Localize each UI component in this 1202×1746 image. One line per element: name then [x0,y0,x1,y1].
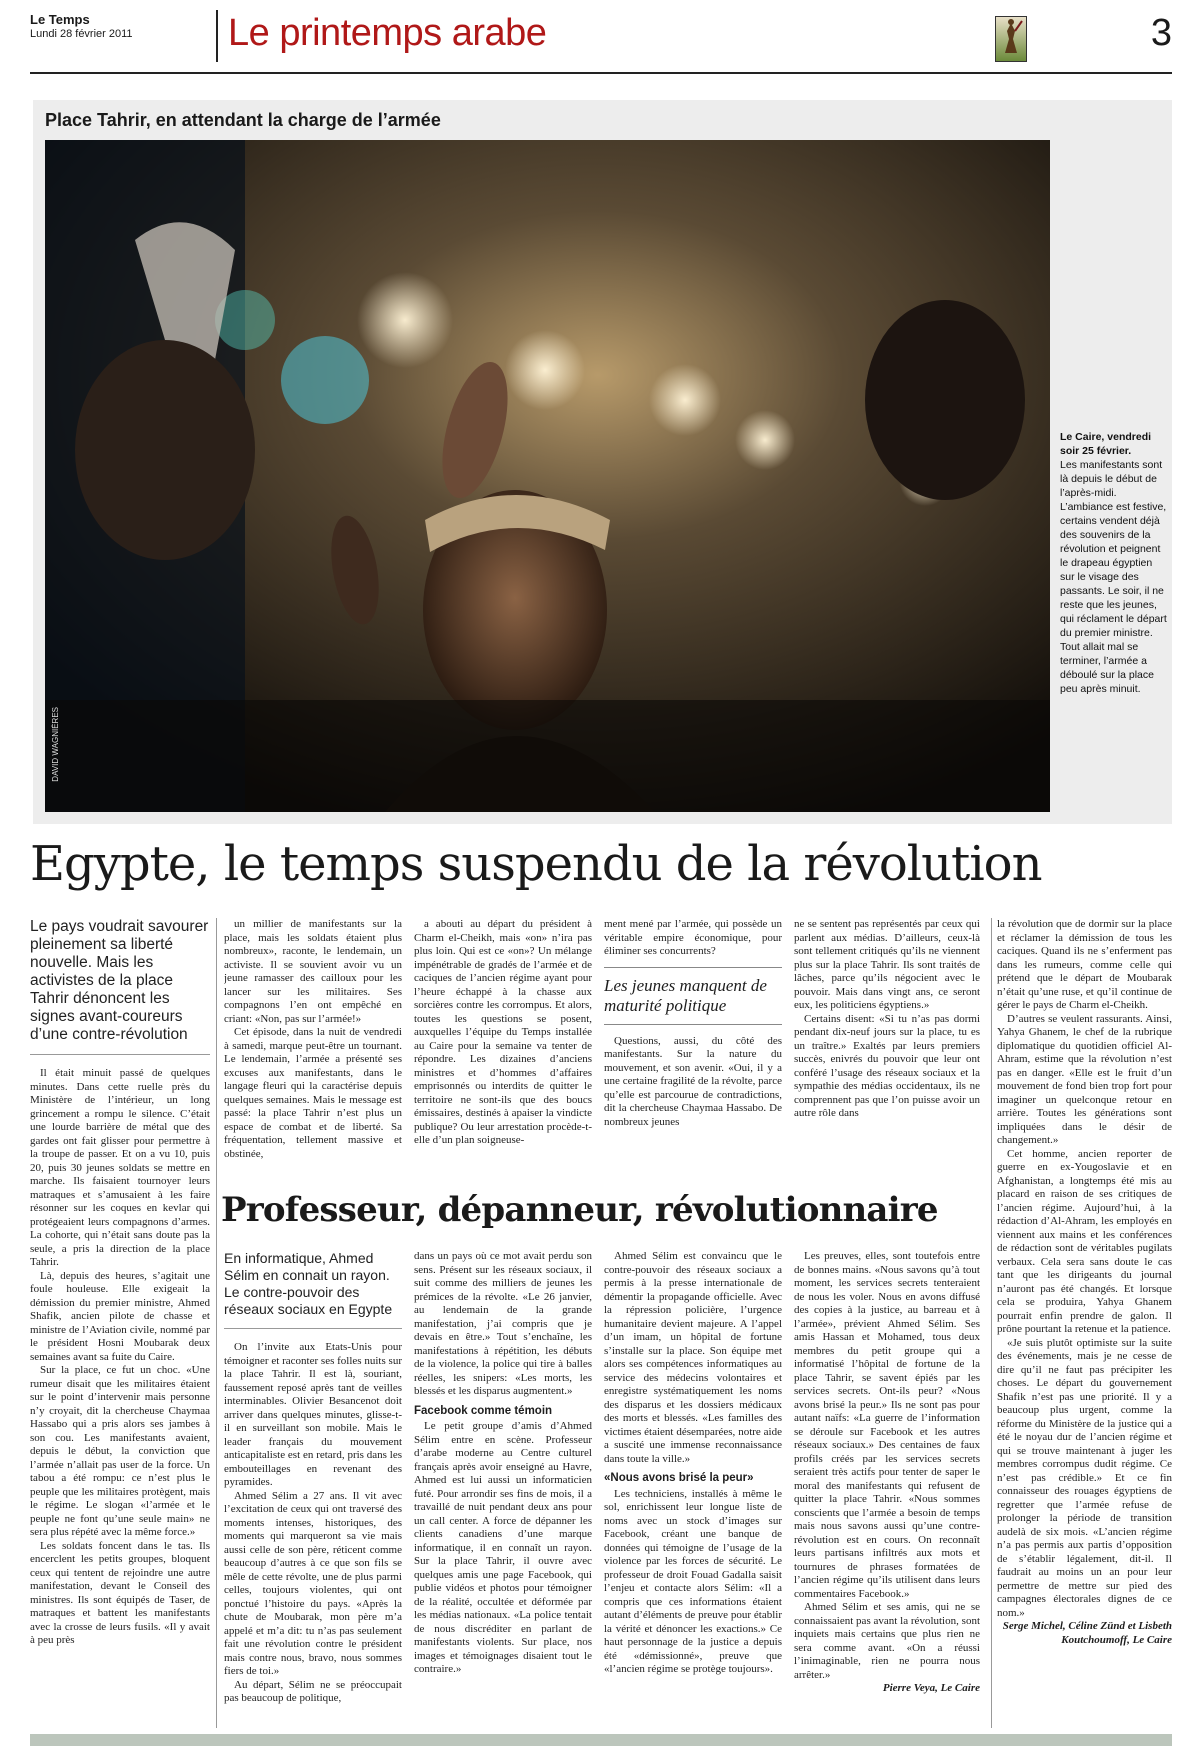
masthead [30,10,1172,74]
paragraph: Cet épisode, dans la nuit de vendredi à samedi, marque peut-être un tournant. Le lendemain, l’armée a présenté ses excuses aux manifestants, dans le langage fleuri qui la caractérise depuis quelques semaines. Mais le message est passé: la place Tahrir n’est plus un espace de combat et de liberté. Sa fréquentation, tellement massive et obstinée, [224,1026,402,1160]
article1-column-6 [997,918,1172,1730]
paragraph: Les soldats foncent dans le tas. Ils encerclent les petits groupes, bloquent ceux qui tentent de rejoindre une autre manifestation, devant le Conseil des ministres. Ils sont équipés de Taser, de matraques et battent les manifestants avec la crosse de leurs fusils. «Il y avait à peu près [30,1539,210,1646]
article1-column-2 [224,918,402,1180]
article2-title: Professeur, dépanneur, révolutionnaire [221,1190,938,1230]
section-title: Le printemps arabe [228,12,547,54]
article2-column-4 [794,1250,980,1730]
paragraph: Ahmed Sélim a 27 ans. Il vit avec l’excitation de ceux qui ont traversé des moments intenses, historiques, des moments qui marqueront sa vie mais aussi celle de son père, réticent comme beaucoup d’autres à ce que son fils se mêle de cette révolte, une de plus parmi celles, toujours violentes, qui ont ponctué l’histoire du pays. «Après la chute de Moubarak, mon père m’a appelé et m’a dit: tu n’as pas seulement fait une révolution contre le président mais contre nous, bravo, nous sommes fiers de toi.» [224,1489,402,1677]
subhead: «Nous avons brisé la peur» [604,1472,754,1484]
paragraph: Il était minuit passé de quelques minutes. Dans cette ruelle près du Ministère de l’intérieur, un long grincement a rompu le silence. C’était une lourde barrière de métal que des gardes ont fait glisser pour permettre à la troupe de passer. Et on a vu 10, puis 20, puis 30 jeunes soldats se mettre en marche. Ils faisaient tournoyer leurs matraques et s’amusaient à les faire résonner sur les coques en kevlar qui protégeaient leurs compagnons d’armes. La cohorte, qui n’était sans doute pas la seule, a pris la direction de la place Tahrir. [30,1067,210,1268]
paragraph: Ahmed Sélim et ses amis, qui ne se connaissaient pas avant la révolution, sont inquiets mais certains que plus rien ne sera comme avant. «On a réussi l’inimaginable, rien ne pourra nous arrêter.» [794,1601,980,1681]
paragraph: ment mené par l’armée, qui possède un véritable empire économique, pour éliminer ses concurrents? [604,918,782,957]
paragraph: Sur la place, ce fut un choc. «Une rumeur disait que les militaires étaient sur le point d’intervenir mais personne n’y croyait, dit la chercheuse Chaymaa Hassabo qui a pris alors ses jambes à son cou. Les manifestants avaient, depuis le début, la conviction que l’armée n’allait pas user de la force. Un tabou a été rompu: ce n’est plus le peuple que les militaires protègent, mais le régime. Le slogan «l’armée et le peuple ne font qu’une seule main» ne sera plus répété avec la même force.» [30,1364,210,1538]
paragraph: On l’invite aux Etats-Unis pour témoigner et raconter ses folles nuits sur la place Tahrir. Il est là, souriant, faussement reposé après tant de veilles interminables. Olivier Besancenot doit arriver dans quelques minutes, glisse-t-il en surveillant son mobile. Mais le leader français du mouvement anticapitaliste est en retard, pris dans les embouteillages en revenant des pyramides. [224,1341,402,1488]
header-divider [216,10,218,62]
article-title: Egypte, le temps suspendu de la révolution [30,836,1042,892]
article2-column-2 [414,1250,592,1730]
paragraph: a abouti au départ du président à Charm el-Cheikh, mais «on» n’ira pas plus loin. Qui est ce «on»? Un mélange impénétrable de gradés de l’armée et de caciques de l’ancien régime ayant pour l’heure échappé à la chasse aux sorcières contre les corrompus. Et alors, toutes les questions se posent, auxquelles l’équipe du Temps installée au Caire pour la semaine va tenter de répondre. Les dizaines d’anciens ministres et d’hommes d’affaires emprisonnés ou interdits de quitter le territoire ne sont-ils que des boucs émissaires, destinés à apaiser la vindicte publique? Ou leur arrestation procède-t-elle d’un plan soigneuse- [414,918,592,1146]
revolution-illustration-icon [995,16,1027,62]
paragraph: dans un pays où ce mot avait perdu son sens. Présent sur les réseaux sociaux, il suit comme des milliers de jeunes les prémices de la révolte. «Le 26 janvier, au lendemain de la grande manifestation, j’ai compris que je devais en être.» Tout s’enchaîne, les manifestations à répétition, les débuts de la violence, la police qui tire à balles réelles, les snipers: «Les morts, les blessés et les disparus augmentent.» [414,1250,592,1397]
paragraph: ne se sentent pas représentés par ceux qui parlent aux médias. D’ailleurs, ceux-là sont tellement critiqués qu’ils ne viennent plus sur la place Tahrir. Ils sont traités de lâches, parce qu’ils négocient avec le pouvoir. Mais dans vingt ans, ce seront eux, les politiciens égyptiens.» [794,918,980,1011]
paragraph: Cet homme, ancien reporter de guerre en ex-Yougoslavie et en Afghanistan, a longtemps été mis au placard en raison de ses critiques de l’ancien régime. Aujourd’hui, à la rédaction d’Al-Ahram, les employés en viennent aux mains et les conférences de rédaction sont de véritables pugilats verbaux. Cela sera sans doute le cas tant que les dirigeants du journal n’auront pas été changés. Et lorsque cela se produira, Yahya Ghanem pourrait enfin prendre de galon. Il prône pourtant la retenue et la patience. [997,1147,1172,1335]
paragraph: Questions, aussi, du côté des manifestants. Sur la nature du mouvement, et son avenir. «Oui, il y a une certaine fragilité de la révolte, parce qu’elle est parcourue de contradictions, dit la chercheuse Chaymaa Hassabo. De nombreux jeunes [604,1034,782,1128]
footer-strip [30,1734,1172,1746]
article1-column-4 [604,918,782,1180]
paper-name: Le Temps [30,12,90,27]
article2-lede: En informatique, Ahmed Sélim en connait un rayon. Le contre-pouvoir des réseaux sociaux en Egypte [224,1250,402,1329]
caption-location: Le Caire, vendredi soir 25 février. [1060,431,1152,457]
subhead: Facebook comme témoin [414,1404,553,1417]
paragraph: un millier de manifestants sur la place, mais les soldats étaient plus nombreux», raconte, le lendemain, un activiste. Il se souvient avoir vu un jeune ramasser des cailloux pour les lancer sur les militaires. Ses compagnons l’en ont empêché en criant: «Non, pas sur l’armée!» [224,918,402,1025]
paragraph: Au départ, Sélim ne se préoccupait pas beaucoup de politique, [224,1678,402,1704]
article2-column-1 [224,1250,402,1730]
photo-credit: DAVID WAGNIÈRES [51,707,60,782]
article1-signature: Serge Michel, Céline Zünd et Lisbeth Koutchoumoff, Le Caire [1002,1620,1172,1646]
paragraph: Certains disent: «Si tu n’as pas dormi pendant dix-neuf jours sur la place, tu es un traître.» Exaltés par leurs premiers succès, enivrés du pouvoir que leur ont conféré l’usage des réseaux sociaux et la sympathie des médias occidentaux, ils ne comprennent pas que l’on puisse avoir un autre rôle dans [794,1012,980,1119]
paragraph: Le petit groupe d’amis d’Ahmed Sélim entre en scène. Professeur d’arabe moderne au Centre culturel français après avoir enseigné au Havre, Ahmed est lui aussi un informaticien futé. Pour arrondir ses fins de mois, il a travaillé de nuit pendant deux ans pour un call center. A force de dépanner les clients canadiens d’une marque informatique, il en connaît un rayon. Sur la place Tahrir, il ouvre avec quelques amis une page Facebook, qui publie vidéos et photos pour témoigner de la réalité, occultée et déformée par les médias nationaux. «La police tentait de nous discréditer en parlant de manifestants violents. Sur place, nos images et témoignages disaient tout le contraire.» [414,1420,592,1675]
paragraph: Ahmed Sélim est convaincu que le contre-pouvoir des réseaux sociaux a permis à la presse internationale de démentir la propagande officielle. Avec la répression policière, l’urgence humanitaire devient majeure. A l’appel d’un imam, un hôpital de fortune s’installe sur la place. Son équipe met alors ses compétences informatiques au service des médecins volontaires et enregistre systématiquement les noms des disparus et les dossiers médicaux des morts et blessés. «Les familles des victimes étaient désemparées, notre aide a suscité une immense reconnaissance dans toute la ville.» [604,1250,782,1465]
photo-block [33,100,1172,824]
paragraph: Là, depuis des heures, s’agitait une foule houleuse. Elle exigeait la démission du premier ministre, Ahmed Shafik, ancien pilote de chasse et ministre de l’Aviation civile, nommé par le président Hosni Moubarak deux semaines avant sa fuite du Caire. [30,1269,210,1363]
paper-date: Lundi 28 février 2011 [30,28,133,40]
paragraph: la révolution que de dormir sur la place et réclamer la démission de tous les caciques. Quand ils ne s’enferment pas dans les rumeurs, comme celle qui prétend que le départ de Moubarak n’était qu’une ruse, et qu’il continue de gérer le pays de Charm el-Cheikh. [997,918,1172,1011]
paragraph: Les techniciens, installés à même le sol, enrichissent leur longue liste de noms avec un stock d’images sur Facebook, créant une banque de données qui témoigne de l’usage de la violence par les forces de sécurité. Le professeur de droit Fouad Gadalla saisit l’enjeu et contacte alors Sélim: «Il a compris que ces informations étaient autant d’éléments de preuve pour établir la vérité et dénoncer les exactions.» Ce haut personnage de la justice a depuis été «démissionné», preuve que «l’ancien régime se protège toujours». [604,1487,782,1675]
column-rule [216,918,217,1728]
photo-title: Place Tahrir, en attendant la charge de l’armée [45,110,441,130]
article2-signature: Pierre Veya, Le Caire [882,1682,980,1694]
pullquote: Les jeunes manquent de maturité politique [604,967,782,1025]
paragraph: «Je suis plutôt optimiste sur la suite des événements, mais je ne cesse de dire qu’il ne faut pas précipiter les choses. Le départ du gouvernement Shafik n’est pas une priorité. Il y a beaucoup plus urgent, comme la réforme du Ministère de la justice qui a été le noyau dur de l’ancien régime et qui se trouve maintenant à juger les membres corrompus dudit régime. Ce n’est pas crédible.» Et ce fin connaisseur des rouages égyptiens de regretter que l’armée refuse de prolonger la période de transition audelà de six mois. «L’ancien régime n’a pas permis aux partis d’opposition de s’établir légalement, dit-il. Il faudrait au moins un an pour leur permettre de mettre sur pied des campagnes électorales dignes de ce nom.» [997,1336,1172,1619]
paragraph: D’autres se veulent rassurants. Ainsi, Yahya Ghanem, le chef de la rubrique diplomatique du quotidien officiel Al-Ahram, estime que la révolution n’est pas en danger. «Elle est le fruit d’un mouvement de fond bien trop fort pour imaginer un quelconque retour en arrière. Toutes les générations sont impliquées dans le désir de changement.» [997,1012,1172,1146]
article1-lede: Le pays voudrait savourer pleinement sa liberté nouvelle. Mais les activistes de la place Tahrir dénoncent les signes avant-coureurs d’une contre-révolution [30,918,210,1055]
photo-caption [1060,430,1168,696]
caption-text: Les manifestants sont là depuis le début de l’après-midi. L’ambiance est festive, certains vendent déjà des souvenirs de la révolution et peignent le drapeau égyptien sur le visage des passants. Le soir, il ne reste que les jeunes, qui réclament le départ du premier ministre. Tout allait mal se terminer, l’armée a déboulé sur la place peu après minuit. [1060,459,1167,695]
paragraph: Les preuves, elles, sont toutefois entre de bonnes mains. «Nous savons qu’à tout moment, les services secrets tenteraient de nous les voler. Nous en avons diffusé des copies à la justice, au barreau et à l’armée», prévient Ahmed Sélim. Ses amis Hassan et Mohamed, tous deux membres du petit groupe qui a informatisé l’hôpital de fortune de la place Tahrir, se savent épiés par les services secrets. Ont-ils peur? «Nous avons brisé la peur.» Ils ne sont pas pour autant naïfs: «La guerre de l’information se déroule sur Facebook et les autres réseaux sociaux.» Des centaines de faux profils créés par les services secrets seraient très actifs pour tenter de saper le moral des manifestants qui refusent de quitter la place Tahrir. «Nous sommes conscients que l’armée a besoin de temps mais nous savons aussi qu’une contre-révolution est en cours. On reconnaît leurs partisans infiltrés aux mots et tournures de phrases formatées de l’ancien régime qu’ils utilisent dans leurs commentaires Facebook.» [794,1250,980,1600]
tahrir-photo [45,140,1050,812]
article1-column-5 [794,918,980,1180]
article2-column-3 [604,1250,782,1730]
article1-column-3 [414,918,592,1180]
page-number: 3 [1150,12,1172,54]
article1-column-1 [30,918,210,1730]
column-rule [991,918,992,1728]
